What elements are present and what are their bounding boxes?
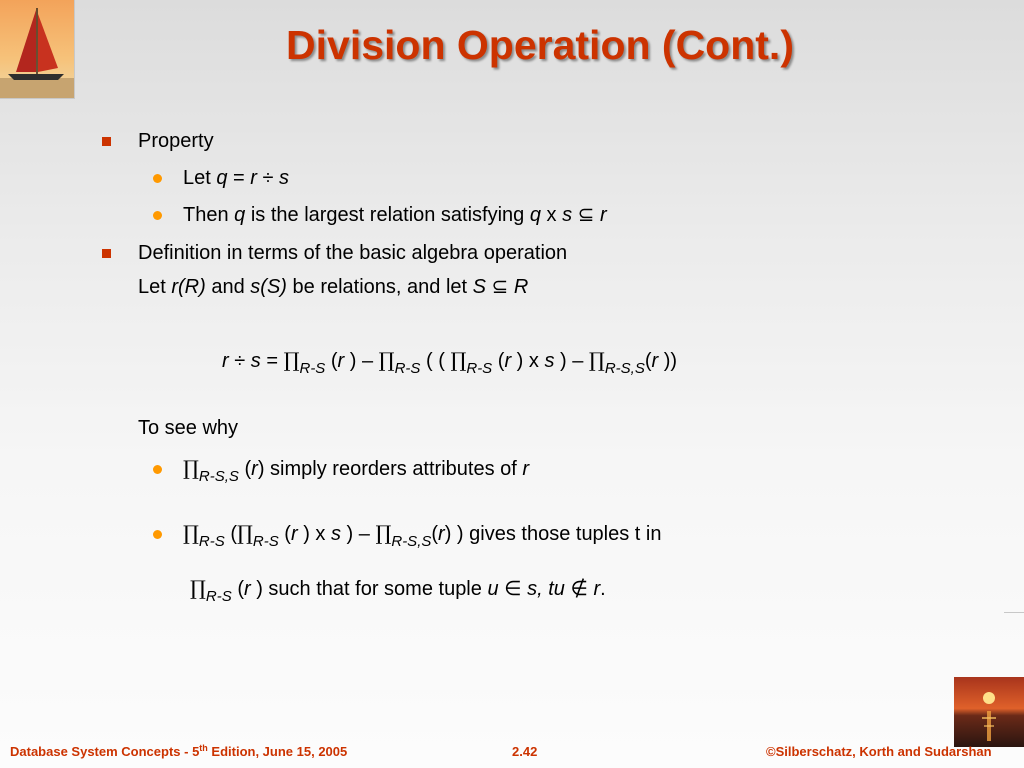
bullet-definition: Definition in terms of the basic algebra operation — [138, 242, 568, 264]
round-bullet-icon — [153, 530, 162, 539]
bullet-then-q: Then q is the largest relation satisfying q x s ⊆ r — [183, 204, 607, 226]
footer-copyright: ©Silberschatz, Korth and Sudarshan — [766, 744, 992, 759]
divider — [1004, 612, 1024, 613]
footer-source: Database System Concepts - 5th Edition, June 15, 2005 — [10, 743, 348, 759]
sunset-image — [954, 677, 1024, 747]
square-bullet-icon — [102, 249, 111, 258]
round-bullet-icon — [153, 211, 162, 220]
bullet-property: Property — [138, 130, 214, 152]
round-bullet-icon — [153, 465, 162, 474]
footer-page-number: 2.42 — [512, 744, 538, 759]
slide-title: Division Operation (Cont.) — [286, 22, 794, 68]
why-reorders: $\prod_{R-S,S}$ (r) simply reorders attributes of r — [183, 456, 530, 485]
why-gives-tuples: $\prod_{R-S}$ ($\prod_{R-S}$ (r ) x s ) – $\prod_{R-S,S}(r)$ ) gives those tuples t in — [183, 521, 662, 550]
to-see-why: To see why — [138, 417, 239, 439]
square-bullet-icon — [102, 137, 111, 146]
definition-let-line: Let r(R) and s(S) be relations, and let S ⊆ R — [138, 276, 529, 298]
why-such-that: $\prod_{R-S}$ (r ) such that for some tuple u ∈ s, tu ∉ r. — [190, 576, 606, 605]
division-formula: $r \div s = \prod_{R-S}$ (r ) – $\prod_{R-S}$ ( ( $\prod_{R-S}$ (r ) x s ) – $\prod_{R-S,S}(r$ )) — [222, 348, 678, 377]
round-bullet-icon — [153, 174, 162, 183]
bullet-let-q: Let q = r ÷ s — [183, 167, 290, 189]
